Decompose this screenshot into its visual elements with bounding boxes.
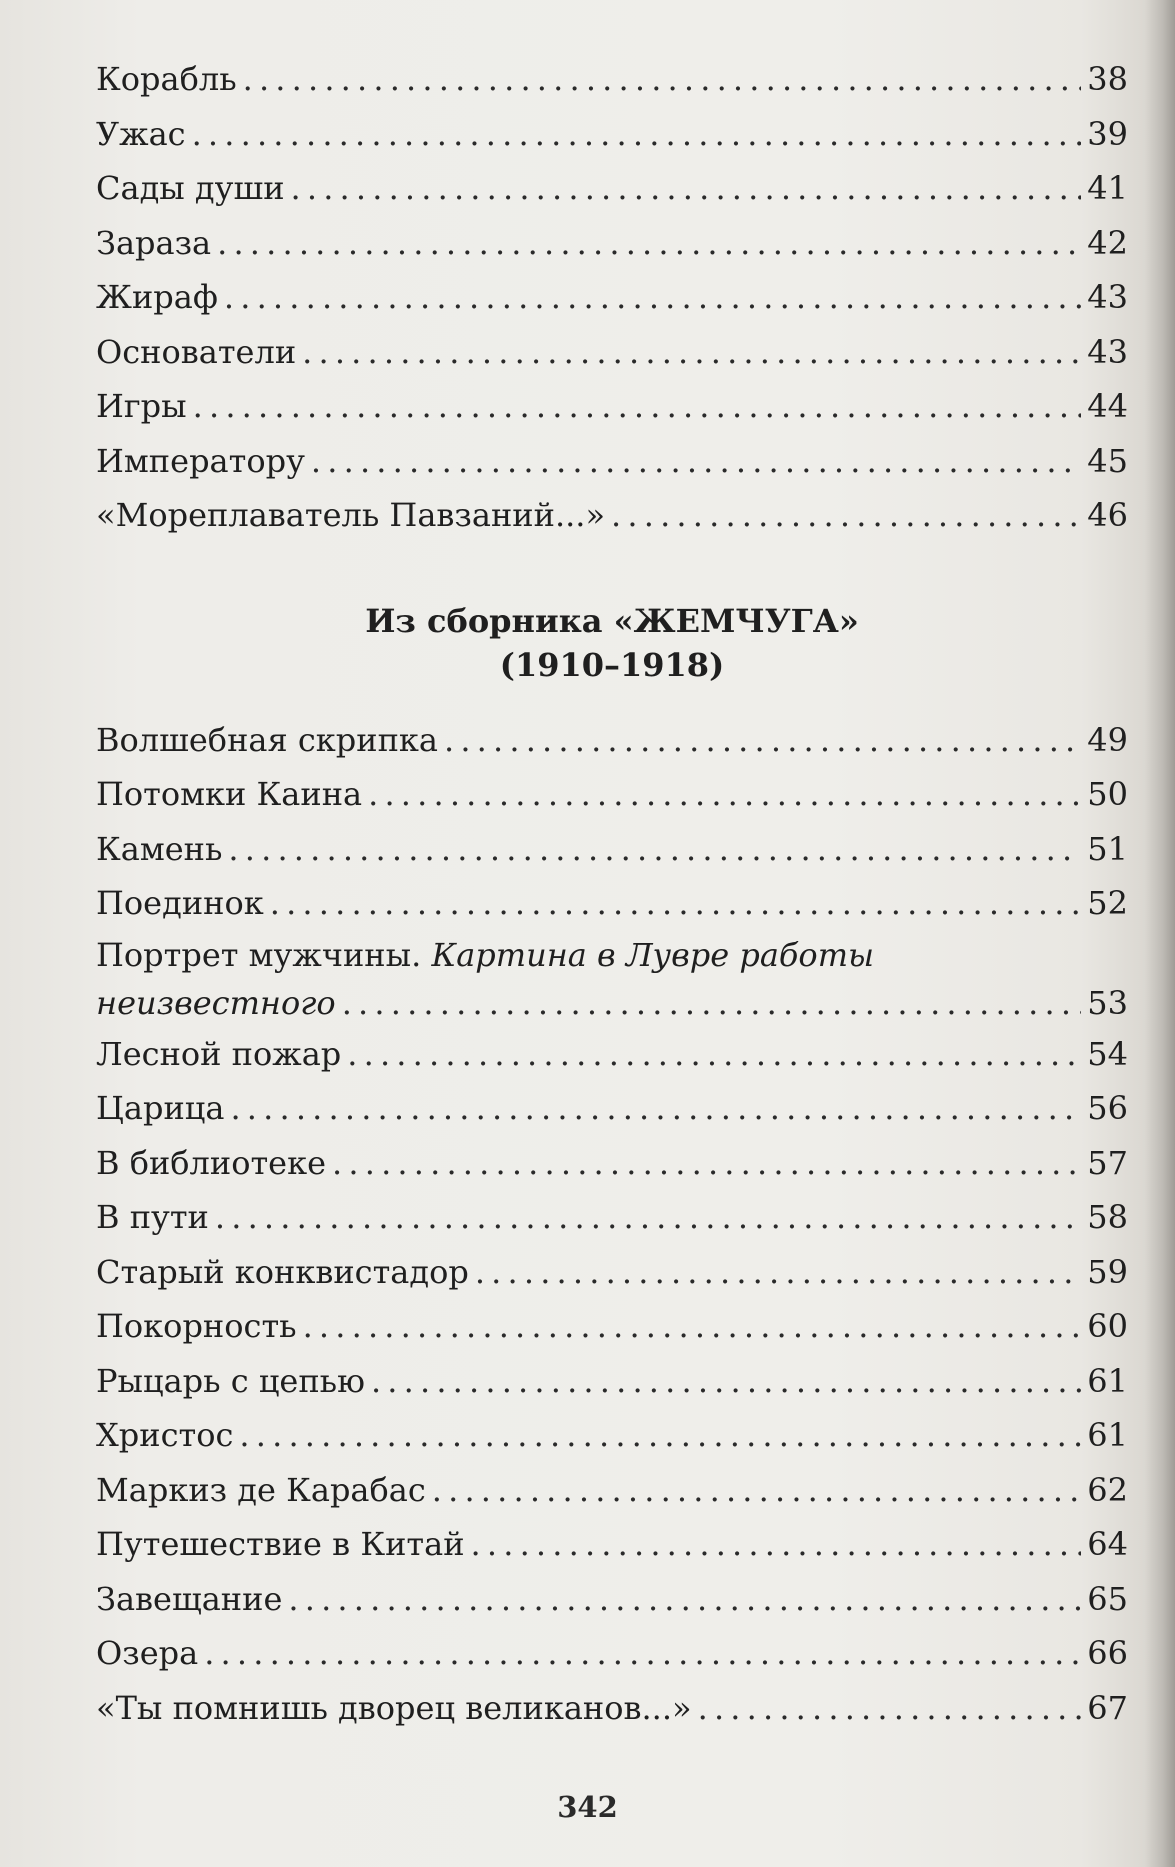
entry-title: Потомки Каина	[96, 775, 363, 813]
entry-title: Камень	[96, 829, 223, 868]
entry-title: Поединок	[96, 884, 264, 922]
toc-entry	[96, 713, 1128, 768]
toc-entry	[96, 1299, 1128, 1354]
table-of-contents	[96, 52, 1128, 1735]
entry-page: 43	[1087, 278, 1128, 316]
entry-page: 59	[1087, 1252, 1128, 1291]
entry-title: Путешествие в Китай	[96, 1525, 465, 1563]
toc-entry	[96, 1681, 1128, 1736]
entry-title: Маркиз де Карабас	[96, 1470, 426, 1509]
entry-title: Корабль	[96, 60, 237, 98]
section-heading-years: (1910–1918)	[499, 645, 725, 684]
toc-entry	[96, 1572, 1128, 1627]
toc-entry	[96, 1626, 1128, 1681]
dot-leader	[471, 1517, 1082, 1572]
dot-leader	[204, 1626, 1081, 1681]
dot-leader	[432, 1463, 1082, 1518]
dot-leader	[342, 979, 1082, 1027]
entry-page: 64	[1087, 1525, 1128, 1563]
entry-page: 57	[1087, 1143, 1128, 1182]
entry-page: 66	[1087, 1634, 1128, 1672]
toc-entry	[96, 1463, 1128, 1518]
dot-leader	[303, 1299, 1082, 1354]
toc-entry-multiline	[96, 931, 1128, 1027]
dot-leader	[230, 1081, 1081, 1136]
entry-page: 56	[1087, 1089, 1128, 1127]
entry-page: 61	[1087, 1361, 1128, 1400]
dot-leader	[228, 822, 1081, 877]
entry-title: Основатели	[96, 332, 297, 371]
toc-entry	[96, 1354, 1128, 1409]
entry-page: 61	[1087, 1416, 1128, 1454]
toc-entry	[96, 1190, 1128, 1245]
dot-leader	[368, 767, 1081, 822]
toc-entry	[96, 767, 1128, 822]
toc-entry	[96, 216, 1128, 271]
toc-entry	[96, 1136, 1128, 1191]
toc-entry	[96, 107, 1128, 162]
dot-leader	[239, 1408, 1081, 1463]
dot-leader	[217, 216, 1081, 271]
entry-page: 38	[1087, 60, 1128, 98]
entry-page: 67	[1087, 1688, 1128, 1727]
entry-page: 58	[1087, 1198, 1128, 1236]
entry-subtitle: Картина в Лувре работы	[431, 935, 875, 974]
entry-title: Императору	[96, 441, 305, 480]
entry-title: Завещание	[96, 1579, 283, 1618]
dot-leader	[243, 52, 1082, 107]
dot-leader	[371, 1354, 1081, 1409]
toc-entry	[96, 1027, 1128, 1082]
entry-page: 50	[1087, 775, 1128, 813]
toc-entry	[96, 161, 1128, 216]
dot-leader	[698, 1681, 1082, 1736]
entry-title: В пути	[96, 1198, 209, 1236]
entry-page: 62	[1087, 1470, 1128, 1509]
section-heading-title: Из сборника «ЖЕМЧУГА»	[365, 601, 859, 640]
entry-title: Зараза	[96, 223, 212, 262]
toc-entry	[96, 1081, 1128, 1136]
dot-leader	[291, 161, 1082, 216]
entry-title: Покорность	[96, 1307, 297, 1345]
entry-page: 53	[1087, 983, 1128, 1022]
dot-leader	[311, 434, 1081, 489]
entry-title: Портрет мужчины.	[96, 935, 422, 974]
entry-title-line1	[96, 931, 1128, 979]
dot-leader	[224, 270, 1081, 325]
entry-title: Сады души	[96, 169, 285, 207]
entry-page: 41	[1087, 169, 1128, 207]
toc-entry	[96, 379, 1128, 434]
entry-page: 51	[1087, 829, 1128, 868]
toc-entry	[96, 876, 1128, 931]
toc-entry	[96, 1517, 1128, 1572]
entry-subtitle-continued: неизвестного	[96, 983, 336, 1022]
entry-page: 44	[1087, 387, 1128, 425]
entry-title: Старый конквистадор	[96, 1252, 469, 1291]
dot-leader	[215, 1190, 1081, 1245]
toc-entry	[96, 1408, 1128, 1463]
dot-leader	[444, 713, 1081, 768]
dot-leader	[475, 1245, 1081, 1300]
dot-leader	[347, 1027, 1081, 1082]
toc-entry	[96, 822, 1128, 877]
toc-entry	[96, 52, 1128, 107]
entry-title: Рыцарь с цепью	[96, 1361, 365, 1400]
entry-page: 60	[1087, 1307, 1128, 1345]
entry-page: 54	[1087, 1034, 1128, 1073]
toc-entry	[96, 270, 1128, 325]
spine-shadow	[1145, 0, 1175, 1867]
entry-title: Христос	[96, 1416, 234, 1454]
entry-page: 43	[1087, 332, 1128, 371]
entry-title: Царица	[96, 1089, 225, 1127]
dot-leader	[270, 876, 1082, 931]
toc-entry	[96, 488, 1128, 543]
entry-title: Жираф	[96, 278, 218, 316]
entry-page: 42	[1087, 223, 1128, 262]
entry-title: Волшебная скрипка	[96, 720, 438, 759]
dot-leader	[193, 379, 1082, 434]
dot-leader	[332, 1136, 1081, 1191]
page-number: 342	[557, 1790, 618, 1824]
dot-leader	[288, 1572, 1081, 1627]
entry-title: Лесной пожар	[96, 1034, 342, 1073]
toc-entry	[96, 325, 1128, 380]
entry-title: «Мореплаватель Павзаний...»	[96, 496, 606, 534]
toc-entry	[96, 434, 1128, 489]
dot-leader	[611, 488, 1081, 543]
section-heading	[96, 599, 1128, 687]
entry-title: В библиотеке	[96, 1143, 327, 1182]
entry-title: Озера	[96, 1634, 199, 1672]
entry-page: 49	[1087, 720, 1128, 759]
dot-leader	[192, 107, 1082, 162]
entry-page: 39	[1087, 114, 1128, 153]
entry-title: Ужас	[96, 114, 186, 153]
entry-title-line2	[96, 979, 1128, 1027]
entry-title: «Ты помнишь дворец великанов...»	[96, 1688, 692, 1727]
entry-page: 46	[1087, 496, 1128, 534]
entry-page: 65	[1087, 1579, 1128, 1618]
toc-entry	[96, 1245, 1128, 1300]
entry-page: 52	[1087, 884, 1128, 922]
entry-page: 45	[1087, 441, 1128, 480]
dot-leader	[302, 325, 1081, 380]
entry-title: Игры	[96, 387, 187, 425]
